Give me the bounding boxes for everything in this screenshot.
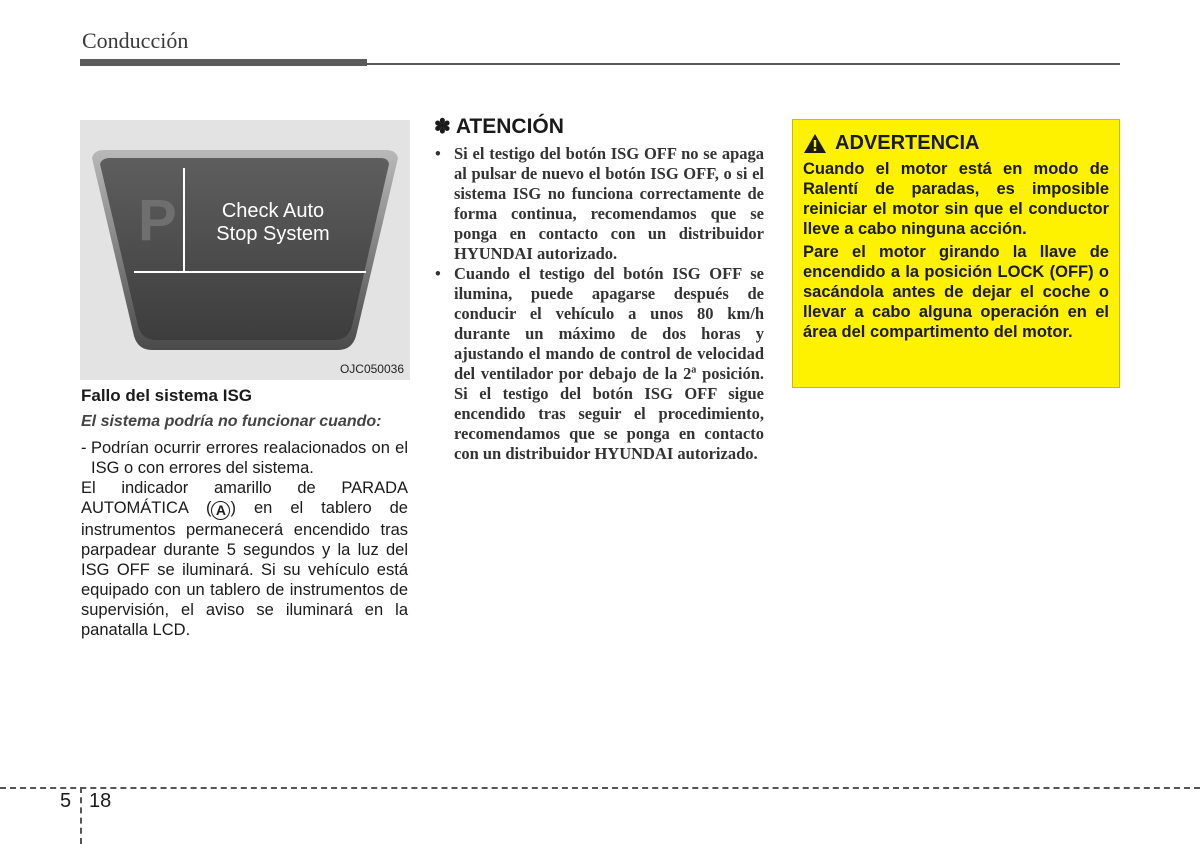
dash-marker: - [81,439,87,457]
auto-stop-indicator-icon: A [211,501,230,520]
display-text-line1: Check Auto [221,200,325,222]
body-paragraph [81,478,408,640]
header-rule-thick [80,59,367,66]
footer-divider [80,787,82,844]
atencion-section [434,114,764,464]
list-item-text: Si el testigo del botón ISG OFF no se apaga al pulsar de nuevo el botón ISG OFF, o si el sistema ISG no funciona correctamente de forma continua, recomendamos que se ponga en contacto con un distribuidor HYUNDAI autorizado. [454,144,764,263]
dash-list-item [81,438,408,478]
atencion-symbol-icon: ✽ [434,116,451,138]
header-title: Conducción [82,28,189,53]
atencion-title-text: ATENCIÓN [455,115,564,138]
list-item-text: Cuando el testigo del botón ISG OFF se ilumina, puede apagarse después de conducir el vehículo a unos 80 km/h durante un máximo de dos horas y ajustando el mando de control de velocidad del ventilador por debajo de la 2ª posición. Si el testigo del botón ISG OFF sigue encendido tras seguir el procedimiento, recomendamos que se ponga en contacto con un distribuidor HYUNDAI autorizado. [454,264,764,463]
bullet-icon: • [435,144,441,163]
warning-paragraph-1: Cuando el motor está en modo de Ralentí de paradas, es imposible reiniciar el motor sin que el conductor lleve a cabo ninguna acción. [803,160,1109,238]
warning-title [803,132,1109,155]
atencion-list [434,144,764,464]
page-number: 18 [89,790,112,812]
list-item [434,144,764,264]
header-rule-thin [367,63,1120,65]
warning-triangle-icon [803,133,827,154]
bullet-icon: • [435,264,441,283]
cluster-display-illustration [80,120,410,380]
warning-paragraph-2: Pare el motor girando la llave de encendido a la posición LOCK (OFF) o sacándola antes de dejar el coche o llevar a cabo alguna operación en el área del compartimento del motor. [803,243,1109,341]
chapter-number: 5 [60,790,72,812]
warning-title-text: ADVERTENCIA [835,132,980,154]
warning-box [792,119,1120,388]
atencion-title [434,114,764,140]
dash-item-text: Podrían ocurrir errores realacionados on el ISG o con errores del sistema. [91,439,408,477]
left-column [81,386,408,640]
body-text-part1: El indicador amarillo de PARADA AUTOMÁTICA ( [81,479,408,517]
list-item [434,264,764,464]
section-subheading: El sistema podría no funcionar cuando: [81,413,382,430]
body-text-part2: ) en el tablero de instrumentos permanecerá encendido tras parpadear durante 5 segundos y la luz del ISG OFF se iluminará. Si su vehículo está equipado con un tablero de instrumentos de supervisión, el aviso se iluminará en la panatalla LCD. [81,499,408,639]
gear-indicator-letter: P [138,188,177,253]
footer-rule [0,787,1200,789]
cluster-display-figure [80,120,410,380]
figure-caption: OJC050036 [339,362,404,376]
display-text-line2: Stop System [216,223,330,245]
section-heading: Fallo del sistema ISG [81,386,253,405]
